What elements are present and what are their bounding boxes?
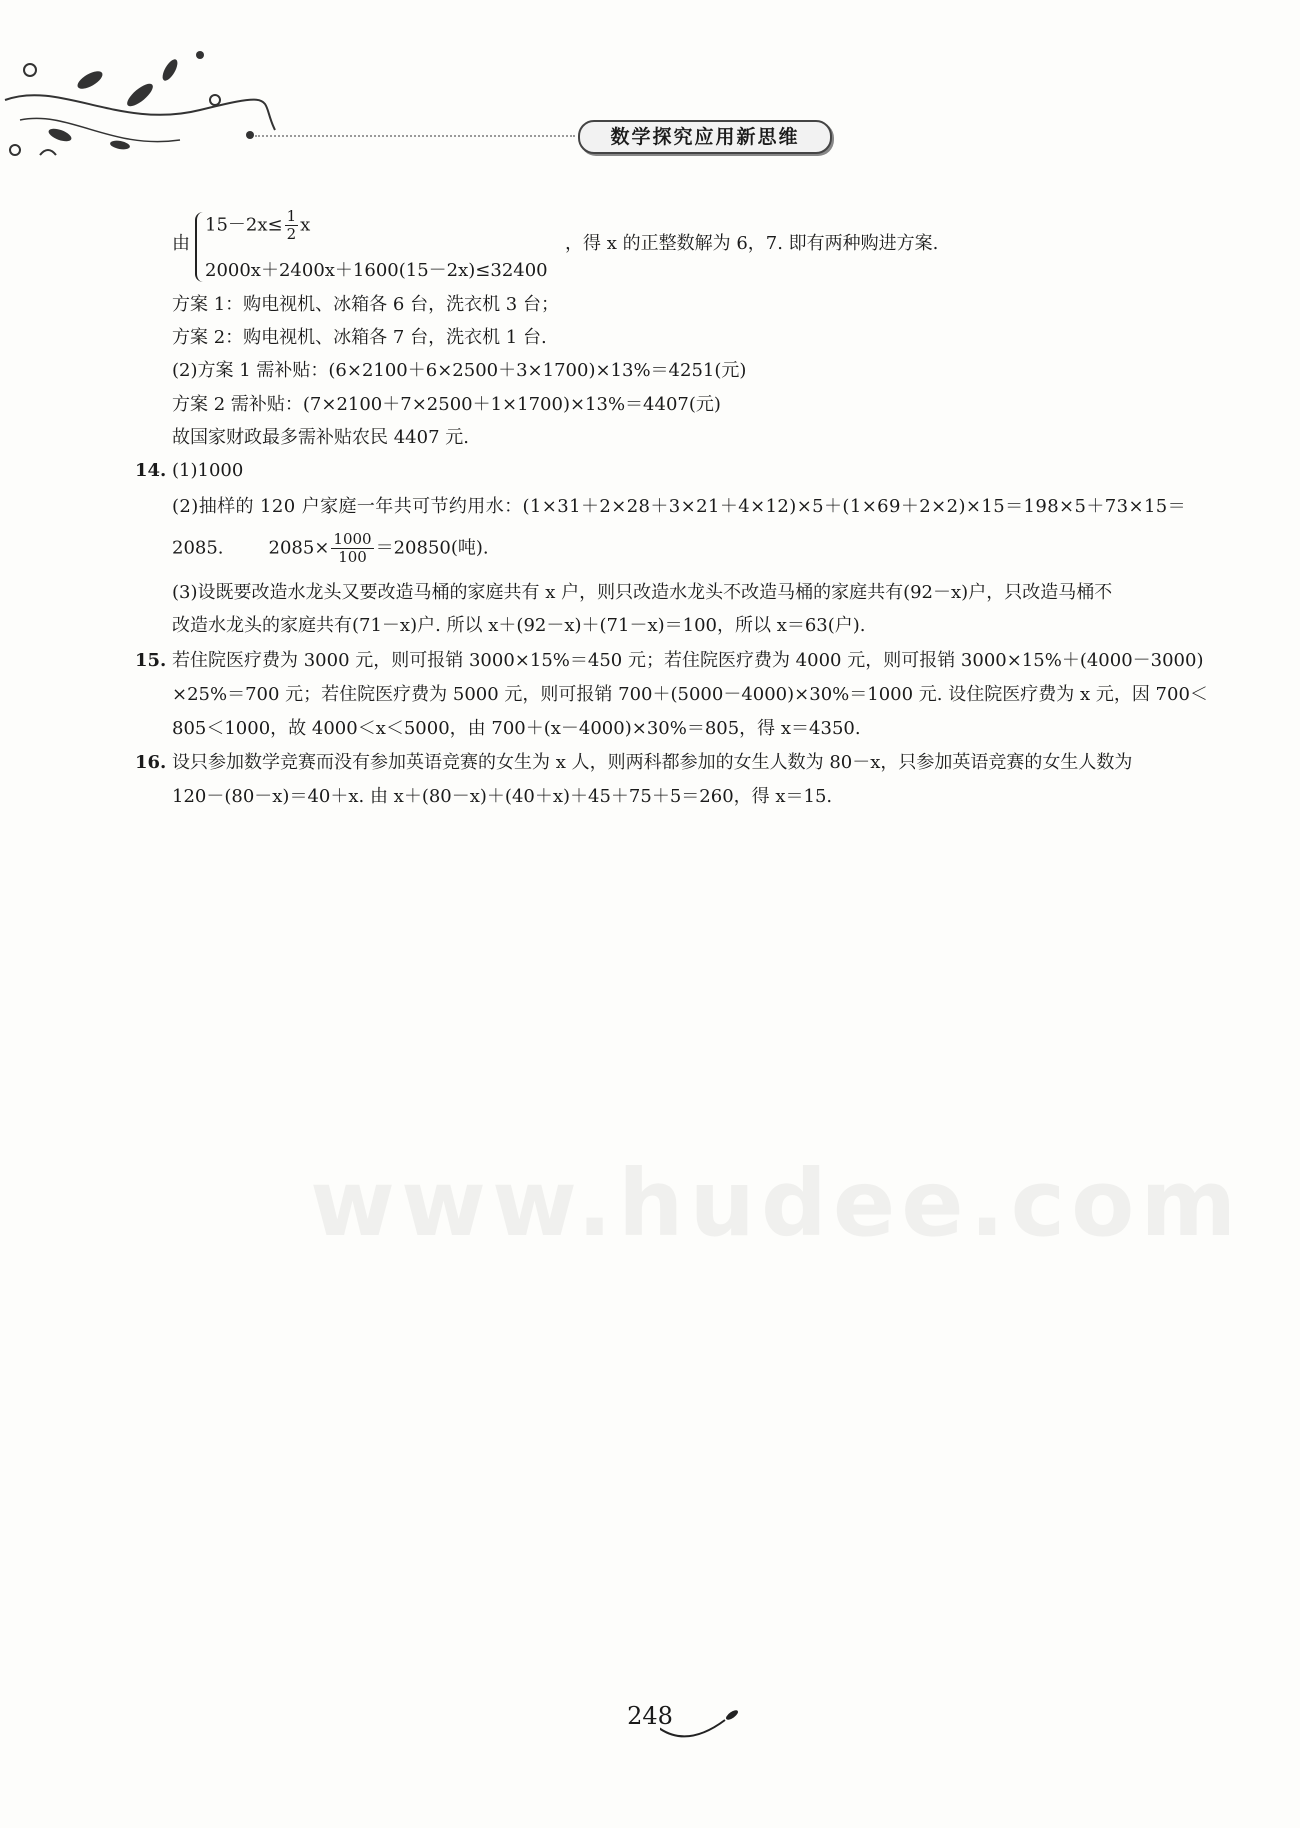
watermark-text: www.hudee.com (310, 1150, 1243, 1257)
question-15-number: 15. (135, 650, 167, 671)
q14-p2-total: ＝20850(吨). (375, 537, 489, 559)
system-prefix: 由 (172, 233, 190, 254)
q14-p2-mult: 2085× (268, 537, 330, 559)
plan-2: 方案 2：购电视机、冰箱各 7 台，洗衣机 1 台. (172, 327, 547, 348)
eq1-lhs: 15－2x≤ (205, 214, 283, 236)
q14-part-2-result (172, 531, 489, 566)
q14-frac-num: 1000 (333, 530, 372, 548)
header-title: 数学探究应用新思维 (578, 120, 832, 154)
q14-frac-den: 100 (338, 548, 367, 566)
subsidy-conclusion: 故国家财政最多需补贴农民 4407 元. (172, 427, 469, 448)
q14-p2-value: 2085. (172, 537, 224, 559)
eq1-rhs: x (300, 214, 311, 236)
page-number: 248 (627, 1702, 673, 1730)
q15-line-3: 805＜1000，故 4000＜x＜5000，由 700＋(x－4000)×30%＝805，得 x＝4350. (172, 718, 861, 739)
q14-part-3-line-1: (3)设既要改造水龙头又要改造马桶的家庭共有 x 户，则只改造水龙头不改造马桶的家庭共有(92－x)户，只改造马桶不 (172, 582, 1113, 603)
system-eq2: 2000x＋2400x＋1600(15－2x)≤32400 (205, 260, 548, 281)
question-14-number: 14. (135, 460, 167, 481)
page-flourish-icon (660, 1705, 760, 1745)
system-eq1 (205, 208, 310, 243)
subsidy-plan-1: (2)方案 1 需补贴：(6×2100＋6×2500＋3×1700)×13%＝4251(元) (172, 360, 747, 381)
floral-ornament-icon (0, 40, 280, 170)
plan-1: 方案 1：购电视机、冰箱各 6 台，洗衣机 3 台； (172, 294, 559, 315)
system-conclusion: ，得 x 的正整数解为 6，7. 即有两种购进方案. (565, 233, 939, 254)
q15-line-2: ×25%＝700 元；若住院医疗费为 5000 元，则可报销 700＋(5000－4000)×30%＝1000 元. 设住院医疗费为 x 元，因 700＜ (172, 684, 1208, 705)
sample-fraction (331, 531, 373, 566)
subsidy-plan-2: 方案 2 需补贴：(7×2100＋7×2500＋1×1700)×13%＝4407(元) (172, 394, 721, 415)
q15-line-1: 若住院医疗费为 3000 元，则可报销 3000×15%＝450 元；若住院医疗费为 4000 元，则可报销 3000×15%＋(4000－3000) (172, 650, 1204, 671)
header-divider (255, 135, 575, 137)
q16-line-2: 120－(80－x)＝40＋x. 由 x＋(80－x)＋(40＋x)＋45＋75＋5＝260，得 x＝15. (172, 786, 833, 807)
eq1-num: 1 (286, 207, 297, 225)
q14-part-3-line-2: 改造水龙头的家庭共有(71－x)户. 所以 x＋(92－x)＋(71－x)＝100，所以 x＝63(户). (172, 615, 866, 636)
q16-line-1: 设只参加数学竞赛而没有参加英语竞赛的女生为 x 人，则两科都参加的女生人数为 80－x，只参加英语竞赛的女生人数为 (172, 752, 1133, 773)
q14-part-2: (2)抽样的 120 户家庭一年共可节约用水：(1×31＋2×28＋3×21＋4×12)×5＋(1×69＋2×2)×15＝198×5＋73×15＝ (172, 496, 1187, 517)
half-fraction (285, 208, 299, 243)
q14-part-1: (1)1000 (172, 460, 244, 481)
question-16-number: 16. (135, 752, 167, 773)
eq1-den: 2 (286, 225, 297, 243)
